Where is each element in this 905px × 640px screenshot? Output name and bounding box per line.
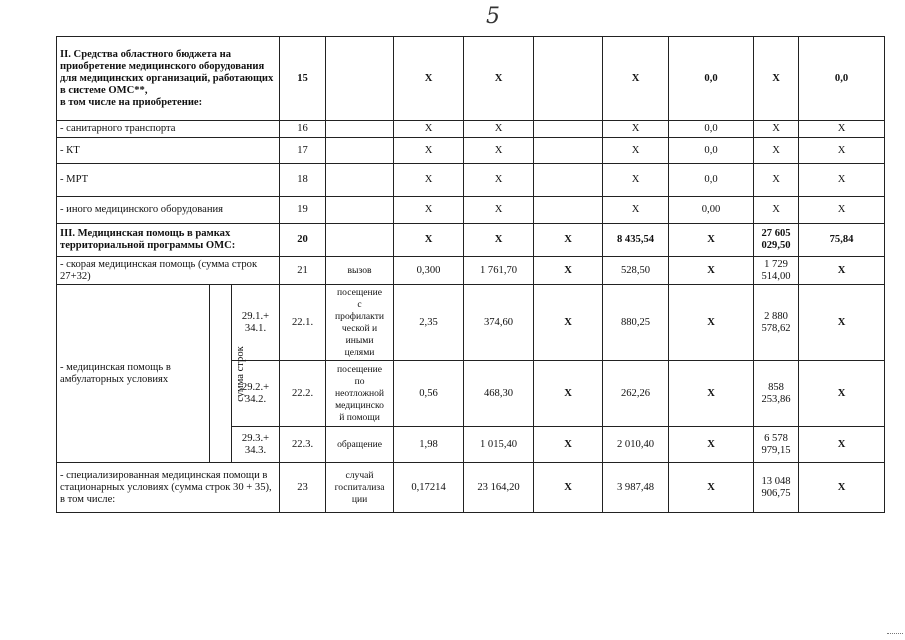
cell: X	[603, 37, 669, 121]
row-number: 22.2.	[280, 361, 326, 427]
cell: 2 010,40	[603, 427, 669, 463]
unit-cell	[326, 197, 394, 224]
table-row	[57, 463, 885, 513]
cell: X	[754, 37, 799, 121]
unit-cell: посещение по неотложной медицинско й помощи	[326, 361, 394, 427]
cell: 6 578 979,15	[754, 427, 799, 463]
table-row	[57, 138, 885, 164]
cell: X	[669, 427, 754, 463]
cell: 1 729 514,00	[754, 257, 799, 285]
cell: 0,0	[669, 121, 754, 138]
row-number: 18	[280, 164, 326, 197]
cell: X	[464, 164, 534, 197]
row-label: - специализированная медицинская помощи в стационарных условиях (сумма строк 30 + 35), в том числе:	[57, 463, 280, 513]
cell: X	[534, 463, 603, 513]
unit-cell: случай госпитализа ции	[326, 463, 394, 513]
row-label: - МРТ	[57, 164, 280, 197]
cell: 528,50	[603, 257, 669, 285]
cell: X	[799, 121, 885, 138]
cell: 468,30	[464, 361, 534, 427]
row-code: 29.3.+ 34.3.	[232, 427, 280, 463]
row-label: - иного медицинского оборудования	[57, 197, 280, 224]
unit-cell: посещение с профилакти ческой и иными целями	[326, 285, 394, 361]
row-label: - скорая медицинская помощь (сумма строк 27+32)	[57, 257, 280, 285]
cell: 1 015,40	[464, 427, 534, 463]
cell: X	[669, 224, 754, 257]
table-row	[57, 197, 885, 224]
cell: 0,0	[669, 164, 754, 197]
cell	[534, 197, 603, 224]
cell: 374,60	[464, 285, 534, 361]
cell: X	[754, 121, 799, 138]
cell: X	[394, 164, 464, 197]
cell: 0,300	[394, 257, 464, 285]
cell: 2 880 578,62	[754, 285, 799, 361]
cell: X	[534, 224, 603, 257]
row-number: 22.3.	[280, 427, 326, 463]
cell	[534, 138, 603, 164]
unit-cell: обращение	[326, 427, 394, 463]
cell	[534, 37, 603, 121]
row-number: 22.1.	[280, 285, 326, 361]
row-number: 19	[280, 197, 326, 224]
row-number: 15	[280, 37, 326, 121]
cell: 2,35	[394, 285, 464, 361]
cell: 3 987,48	[603, 463, 669, 513]
row-label: - санитарного транспорта	[57, 121, 280, 138]
cell: X	[603, 138, 669, 164]
row-code: 29.1.+ 34.1.	[232, 285, 280, 361]
cell: X	[799, 427, 885, 463]
cell: X	[603, 164, 669, 197]
cell: 0,56	[394, 361, 464, 427]
scan-edge-mark	[887, 633, 903, 635]
cell: 0,0	[799, 37, 885, 121]
cell: X	[799, 197, 885, 224]
row-label: - КТ	[57, 138, 280, 164]
cell: X	[799, 285, 885, 361]
cell: X	[669, 361, 754, 427]
cell: X	[754, 197, 799, 224]
unit-cell	[326, 224, 394, 257]
cell: X	[754, 138, 799, 164]
unit-cell: вызов	[326, 257, 394, 285]
vertical-label	[210, 285, 246, 463]
row-number: 21	[280, 257, 326, 285]
table-row	[57, 164, 885, 197]
cell: X	[754, 164, 799, 197]
unit-cell	[326, 164, 394, 197]
row-label: III. Медицинская помощь в рамках территориальной программы ОМС:	[57, 224, 280, 257]
table-row	[57, 224, 885, 257]
cell: 23 164,20	[464, 463, 534, 513]
table-row	[57, 121, 885, 138]
cell: X	[394, 224, 464, 257]
cell: X	[394, 37, 464, 121]
unit-cell	[326, 121, 394, 138]
cell: 880,25	[603, 285, 669, 361]
cell: 0,17214	[394, 463, 464, 513]
cell: X	[534, 257, 603, 285]
cell: 262,26	[603, 361, 669, 427]
row-code: 29.2.+ 34.2.	[232, 361, 280, 427]
cell: X	[464, 224, 534, 257]
cell: 1 761,70	[464, 257, 534, 285]
budget-table	[56, 36, 885, 513]
cell: 1,98	[394, 427, 464, 463]
table-row	[57, 37, 885, 121]
cell: X	[534, 361, 603, 427]
cell: X	[394, 138, 464, 164]
cell: 8 435,54	[603, 224, 669, 257]
cell: X	[464, 37, 534, 121]
cell: X	[464, 138, 534, 164]
cell: X	[534, 427, 603, 463]
vertical-label-text: сумма строк	[234, 345, 246, 402]
cell: X	[799, 138, 885, 164]
cell: 0,00	[669, 197, 754, 224]
page-number: 5	[486, 4, 500, 29]
table-row	[57, 285, 885, 361]
cell: X	[603, 121, 669, 138]
row-label: - медицинская помощь в амбулаторных условиях	[57, 285, 210, 463]
row-number: 20	[280, 224, 326, 257]
cell	[534, 164, 603, 197]
unit-cell	[326, 37, 394, 121]
cell: X	[799, 463, 885, 513]
cell: 75,84	[799, 224, 885, 257]
cell: X	[799, 164, 885, 197]
unit-cell	[326, 138, 394, 164]
cell: X	[394, 121, 464, 138]
cell: X	[799, 257, 885, 285]
cell: X	[799, 361, 885, 427]
cell: 0,0	[669, 37, 754, 121]
cell	[534, 121, 603, 138]
cell: X	[534, 285, 603, 361]
cell: X	[464, 121, 534, 138]
row-number: 16	[280, 121, 326, 138]
row-number: 17	[280, 138, 326, 164]
cell: X	[669, 257, 754, 285]
cell: 13 048 906,75	[754, 463, 799, 513]
cell: 858 253,86	[754, 361, 799, 427]
cell: X	[394, 197, 464, 224]
row-number: 23	[280, 463, 326, 513]
cell: 0,0	[669, 138, 754, 164]
cell: X	[669, 285, 754, 361]
cell: X	[603, 197, 669, 224]
cell: 27 605 029,50	[754, 224, 799, 257]
table-row	[57, 257, 885, 285]
row-label: II. Средства областного бюджета на приобретение медицинского оборудования для медицинских организаций, работающих в системе ОМС**, в том числе на приобретение:	[57, 37, 280, 121]
cell: X	[464, 197, 534, 224]
cell: X	[669, 463, 754, 513]
